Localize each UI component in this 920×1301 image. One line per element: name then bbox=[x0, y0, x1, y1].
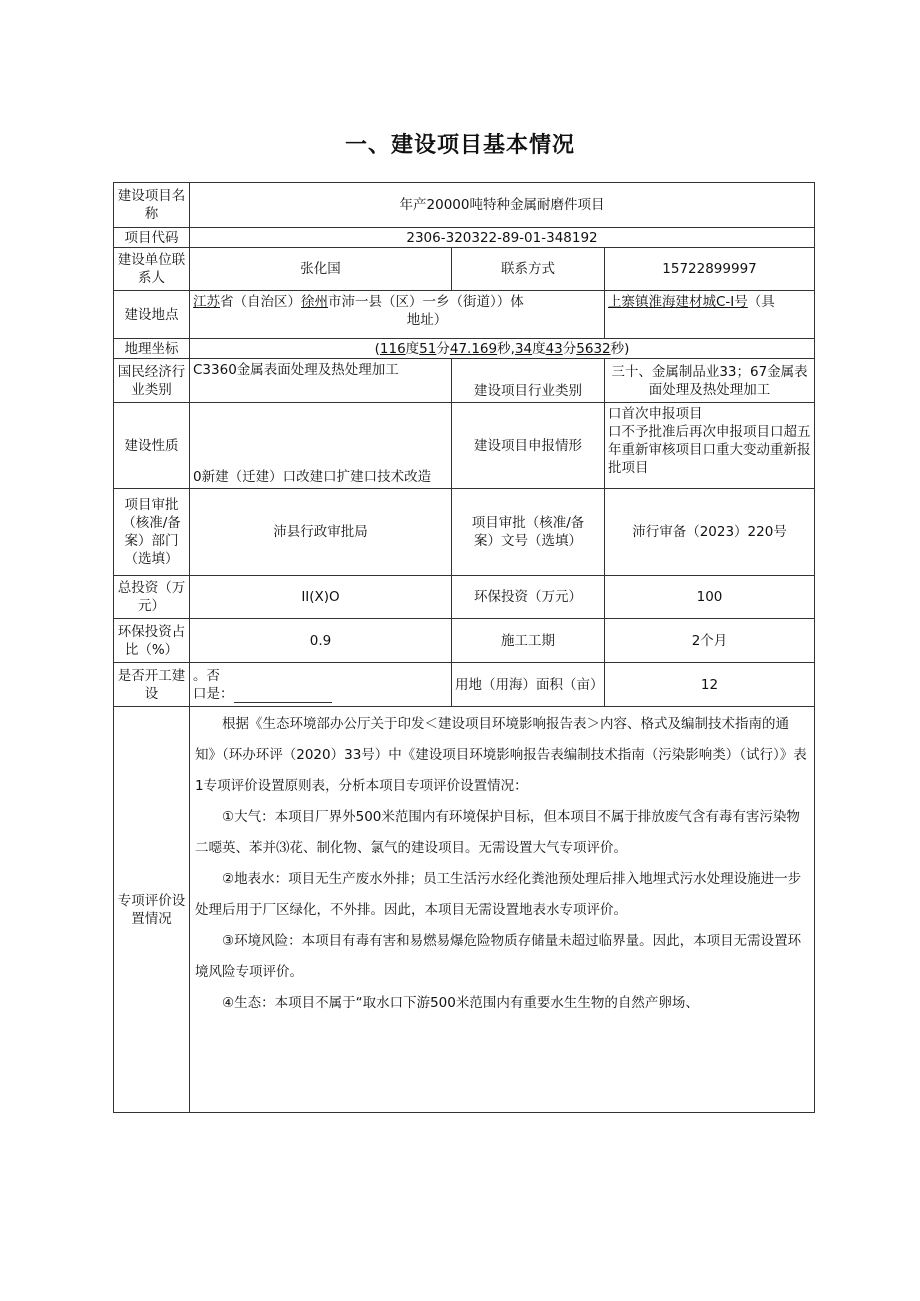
approval-dept-label: 项目审批（核准/备案）部门（选填） bbox=[114, 489, 190, 576]
started-value bbox=[190, 663, 452, 707]
address-suffix: （具 bbox=[747, 294, 775, 310]
nature-value: 0新建（迁建）口改建口扩建口技术改造 bbox=[190, 403, 452, 489]
investment-value: II(X)O bbox=[190, 576, 452, 619]
lat-deg: 34 bbox=[514, 340, 533, 357]
lat-min: 43 bbox=[545, 340, 563, 357]
project-info-table bbox=[113, 182, 815, 1113]
contact-label: 建设单位联系人 bbox=[114, 248, 190, 291]
project-name-value: 年产20000吨特种金属耐磨件项目 bbox=[190, 183, 815, 228]
row-approval bbox=[114, 489, 815, 576]
row-special-eval bbox=[114, 707, 815, 1113]
approval-dept-value: 沛县行政审批局 bbox=[190, 489, 452, 576]
geo-open: ( bbox=[374, 340, 380, 357]
city-value: 徐州 bbox=[301, 294, 328, 310]
row-env-ratio bbox=[114, 619, 815, 663]
lat-sec-unit: 秒) bbox=[610, 340, 630, 357]
started-no: 。否 bbox=[193, 667, 220, 684]
lon-deg-unit: 度 bbox=[405, 340, 420, 357]
application-value bbox=[605, 403, 815, 489]
contact-phone: 15722899997 bbox=[605, 248, 815, 291]
land-area-value: 12 bbox=[605, 663, 815, 707]
special-eval-content bbox=[190, 707, 815, 1113]
eval-paragraph: ②地表水：项目无生产废水外排；员工生活污水经化粪池预处理后排入地埋式污水处理设施进一步处理后用于厂区绿化，不外排。因此，本项目无需设置地表水专项评价。 bbox=[195, 871, 802, 918]
investment-label: 总投资（万元） bbox=[114, 576, 190, 619]
row-geo bbox=[114, 339, 815, 359]
lat-min-unit: 分 bbox=[562, 340, 577, 357]
province-suffix: 省（自治区） bbox=[220, 294, 301, 310]
nature-label: 建设性质 bbox=[114, 403, 190, 489]
industry-value: C3360金属表面处理及热处理加工 bbox=[190, 359, 452, 403]
row-nature bbox=[114, 403, 815, 489]
started-yes: 口是： bbox=[193, 685, 234, 702]
lon-min-unit: 分 bbox=[436, 340, 450, 357]
project-name-label: 建设项目名称 bbox=[114, 183, 190, 228]
application-line-2: 口不予批准后再次申报项目口超五年重新审核项目口重大变动重新报批项目 bbox=[608, 424, 811, 476]
row-investment bbox=[114, 576, 815, 619]
application-label: 建设项目申报情形 bbox=[452, 403, 605, 489]
env-ratio-value: 0.9 bbox=[190, 619, 452, 663]
row-industry bbox=[114, 359, 815, 403]
row-location bbox=[114, 291, 815, 339]
lon-deg: 116 bbox=[379, 340, 406, 357]
lat-deg-unit: 度 bbox=[532, 340, 546, 357]
lon-sec: 47.169 bbox=[449, 340, 498, 357]
province-value: 江苏 bbox=[193, 294, 220, 310]
construction-period-value: 2个月 bbox=[605, 619, 815, 663]
contact-method-label: 联系方式 bbox=[452, 248, 605, 291]
page-title: 一、建设项目基本情况 bbox=[344, 133, 575, 158]
lat-sec: 5632 bbox=[576, 340, 611, 357]
env-investment-value: 100 bbox=[605, 576, 815, 619]
location-label: 建设地点 bbox=[114, 291, 190, 339]
location-address bbox=[605, 291, 815, 339]
started-yes-line bbox=[193, 685, 448, 703]
row-project-code bbox=[114, 228, 815, 248]
project-code-label: 项目代码 bbox=[114, 228, 190, 248]
construction-period-label: 施工工期 bbox=[452, 619, 605, 663]
eval-paragraph: ④生态：本项目不属于“取水口下游500米范围内有重要水生生物的自然产卵场、 bbox=[222, 995, 699, 1011]
land-area-label: 用地（用海）面积（亩） bbox=[452, 663, 605, 707]
lon-sec-unit: 秒, bbox=[497, 340, 515, 357]
eval-paragraph: ①大气：本项目厂界外500米范围内有环境保护目标，但本项目不属于排放废气含有毒有害污染物二噁英、苯并⑶花、制化物、氯气的建设项目。无需设置大气专项评价。 bbox=[195, 809, 800, 856]
started-yes-blank bbox=[234, 690, 332, 703]
row-project-name bbox=[114, 183, 815, 228]
started-label: 是否开工建设 bbox=[114, 663, 190, 707]
approval-doc-value: 沛行审备（2023）220号 bbox=[605, 489, 815, 576]
location-admin-line bbox=[193, 293, 601, 311]
address-tail: 地址） bbox=[406, 312, 448, 328]
location-admin bbox=[190, 291, 605, 339]
geo-value bbox=[190, 339, 815, 359]
eval-paragraph: ③环境风险：本项目有毒有害和易燃易爆危险物质存储量未超过临界量。因此，本项目无需设置环境风险专项评价。 bbox=[195, 933, 802, 980]
approval-doc-label: 项目审批（核准/备案）文号（选填） bbox=[452, 489, 605, 576]
special-eval-label: 专项评价设置情况 bbox=[114, 707, 190, 1113]
env-investment-label: 环保投资（万元） bbox=[452, 576, 605, 619]
lon-min: 51 bbox=[419, 340, 437, 357]
project-industry-label: 建设项目行业类别 bbox=[452, 359, 605, 403]
geo-label: 地理坐标 bbox=[114, 339, 190, 359]
eval-paragraph: 根据《生态环境部办公厅关于印发＜建设项目环境影响报告表＞内容、格式及编制技术指南的通知》（环办环评（2020）33号）中《建设项目环境影响报告表编制技术指南（污染影响类）（试行）》表1专项评价设置原则表，分析本项目专项评价设置情况： bbox=[195, 716, 807, 794]
row-started bbox=[114, 663, 815, 707]
row-contact bbox=[114, 248, 815, 291]
county-text: 市沛一县（区）一乡（街道））体 bbox=[328, 294, 524, 310]
project-code-value: 2306-320322-89-01-348192 bbox=[190, 228, 815, 248]
industry-label: 国民经济行业类别 bbox=[114, 359, 190, 403]
project-industry-value: 三十、金属制品业33；67金属表面处理及热处理加工 bbox=[605, 359, 815, 403]
contact-person: 张化国 bbox=[190, 248, 452, 291]
address-value: 上寨镇淮海建材城C-I号 bbox=[608, 294, 748, 310]
env-ratio-label: 环保投资占比（%） bbox=[114, 619, 190, 663]
application-line-1: 口首次申报项目 bbox=[608, 406, 703, 422]
